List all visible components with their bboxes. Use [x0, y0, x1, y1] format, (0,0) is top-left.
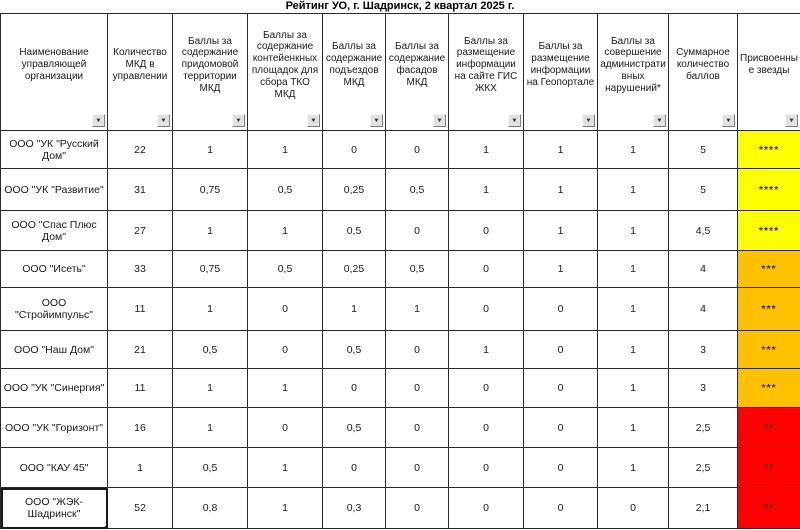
org-name-cell[interactable]: ООО "Стройимпульс" [1, 288, 108, 331]
org-name-cell[interactable]: ООО "ЖЭК-Шадринск" [1, 488, 108, 529]
column-header-7[interactable] [449, 14, 524, 131]
score-cell[interactable]: 0 [323, 369, 386, 408]
score-cell[interactable]: 1 [598, 448, 669, 488]
table-row [1, 211, 800, 251]
score-cell[interactable]: 0 [524, 369, 598, 408]
score-cell[interactable]: 0 [386, 331, 449, 369]
stars-cell[interactable]: ** [738, 488, 800, 529]
score-cell[interactable]: 1 [248, 369, 323, 408]
filter-button[interactable] [582, 114, 595, 127]
score-cell[interactable]: 0,3 [323, 488, 386, 529]
score-cell[interactable]: 2,1 [669, 488, 738, 529]
score-cell[interactable]: 0,5 [386, 251, 449, 288]
score-cell[interactable]: 4 [669, 251, 738, 288]
score-cell[interactable]: 1 [524, 169, 598, 211]
score-cell[interactable]: 1 [598, 369, 669, 408]
score-cell[interactable]: 1 [248, 488, 323, 529]
score-cell[interactable]: 5 [669, 169, 738, 211]
score-cell[interactable]: 3 [669, 369, 738, 408]
score-cell[interactable]: 3 [669, 331, 738, 369]
score-cell[interactable]: 22 [108, 131, 173, 169]
score-cell[interactable]: 0 [449, 251, 524, 288]
table-header [1, 14, 800, 131]
score-cell[interactable]: 4,5 [669, 211, 738, 251]
column-header-3[interactable] [173, 14, 248, 131]
score-cell[interactable]: 0 [524, 288, 598, 331]
score-cell[interactable]: 2,5 [669, 448, 738, 488]
score-cell[interactable]: 0,25 [323, 251, 386, 288]
score-cell[interactable]: 1 [386, 288, 449, 331]
header-row [1, 14, 800, 131]
filter-button[interactable] [157, 114, 170, 127]
score-cell[interactable]: 52 [108, 488, 173, 529]
column-header-label: Баллы за размещение информации на Геопортале [526, 41, 595, 88]
column-header-label: Наименование управляющей организации [19, 47, 89, 82]
score-cell[interactable]: 1 [173, 408, 248, 448]
score-cell[interactable]: 0,5 [323, 408, 386, 448]
score-cell[interactable]: 1 [598, 169, 669, 211]
table-row [1, 408, 800, 448]
score-cell[interactable]: 4 [669, 288, 738, 331]
stars-cell[interactable]: ** [738, 408, 800, 448]
score-cell[interactable]: 0,5 [323, 331, 386, 369]
score-cell[interactable]: 1 [598, 211, 669, 251]
filter-button[interactable] [653, 114, 666, 127]
score-cell[interactable]: 0,5 [173, 331, 248, 369]
score-cell[interactable]: 0 [248, 408, 323, 448]
score-cell[interactable]: 0 [449, 488, 524, 529]
chevron-down-icon: ▼ [656, 117, 663, 124]
score-cell[interactable]: 1 [598, 251, 669, 288]
table-row [1, 169, 800, 211]
stars-cell[interactable]: *** [738, 331, 800, 369]
chevron-down-icon: ▼ [725, 117, 732, 124]
table-title: Рейтинг УО, г. Шадринск, 2 квартал 2025 г. [285, 0, 515, 12]
score-cell[interactable]: 0 [386, 369, 449, 408]
score-cell[interactable]: 1 [173, 211, 248, 251]
score-cell[interactable]: 0,25 [323, 169, 386, 211]
column-header-6[interactable] [386, 14, 449, 131]
score-cell[interactable]: 0,5 [386, 169, 449, 211]
score-cell[interactable]: 0,75 [173, 251, 248, 288]
column-header-label: Количество МКД в управлении [112, 47, 168, 82]
score-cell[interactable]: 1 [248, 211, 323, 251]
score-cell[interactable]: 0 [449, 448, 524, 488]
filter-button[interactable] [92, 114, 105, 127]
column-header-2[interactable] [108, 14, 173, 131]
score-cell[interactable]: 27 [108, 211, 173, 251]
score-cell[interactable]: 0 [386, 211, 449, 251]
chevron-down-icon: ▼ [511, 117, 518, 124]
score-cell[interactable]: 1 [598, 331, 669, 369]
score-cell[interactable]: 0 [386, 131, 449, 169]
score-cell[interactable]: 0 [386, 488, 449, 529]
filter-button[interactable] [508, 114, 521, 127]
score-cell[interactable]: 0 [524, 448, 598, 488]
score-cell[interactable]: 0 [598, 488, 669, 529]
score-cell[interactable]: 0 [449, 211, 524, 251]
chevron-down-icon: ▼ [436, 117, 443, 124]
score-cell[interactable]: 1 [524, 211, 598, 251]
score-cell[interactable]: 0 [323, 448, 386, 488]
column-header-label: Баллы за размещение информации на сайте ГИС ЖКХ [454, 35, 518, 94]
org-name-cell[interactable]: ООО "УК "Русский Дом" [1, 131, 108, 169]
score-cell[interactable]: 21 [108, 331, 173, 369]
column-header-5[interactable] [323, 14, 386, 131]
stars-cell[interactable]: **** [738, 211, 800, 251]
stars-cell[interactable]: *** [738, 369, 800, 408]
score-cell[interactable]: 0 [449, 369, 524, 408]
score-cell[interactable]: 1 [449, 331, 524, 369]
stars-cell[interactable]: **** [738, 169, 800, 211]
score-cell[interactable]: 1 [108, 448, 173, 488]
fill-handle[interactable] [105, 526, 108, 529]
column-header-label: Баллы за содержание подъездов МКД [325, 41, 383, 88]
score-cell[interactable]: 0 [248, 331, 323, 369]
score-cell[interactable]: 1 [598, 288, 669, 331]
table-body [1, 131, 800, 529]
org-name-cell[interactable]: ООО "УК "Синергия" [1, 369, 108, 408]
stars-cell[interactable]: *** [738, 251, 800, 288]
score-cell[interactable]: 33 [108, 251, 173, 288]
stars-cell[interactable]: *** [738, 288, 800, 331]
score-cell[interactable]: 1 [173, 288, 248, 331]
column-header-label: Баллы за совершение административных нарушений* [600, 35, 666, 94]
score-cell[interactable]: 1 [598, 408, 669, 448]
filter-button[interactable] [370, 114, 383, 127]
column-header-4[interactable] [248, 14, 323, 131]
score-cell[interactable]: 0 [524, 488, 598, 529]
score-cell[interactable]: 0,5 [173, 448, 248, 488]
chevron-down-icon: ▼ [585, 117, 592, 124]
score-cell[interactable]: 5 [669, 131, 738, 169]
org-name-cell[interactable]: ООО "Исеть" [1, 251, 108, 288]
table-row [1, 448, 800, 488]
column-header-label: Суммарное количество баллов [676, 47, 730, 82]
score-cell[interactable]: 31 [108, 169, 173, 211]
score-cell[interactable]: 0 [524, 408, 598, 448]
filter-button[interactable] [785, 114, 798, 127]
chevron-down-icon: ▼ [235, 117, 242, 124]
org-name-cell[interactable]: ООО "УК "Горизонт" [1, 408, 108, 448]
score-cell[interactable]: 2,5 [669, 408, 738, 448]
score-cell[interactable]: 0 [323, 131, 386, 169]
table-row [1, 331, 800, 369]
column-header-9[interactable] [598, 14, 669, 131]
stars-cell[interactable]: ** [738, 448, 800, 488]
score-cell[interactable]: 0,75 [173, 169, 248, 211]
filter-button[interactable] [433, 114, 446, 127]
org-name-cell[interactable]: ООО "УК "Развитие" [1, 169, 108, 211]
score-cell[interactable]: 0 [524, 331, 598, 369]
score-cell[interactable]: 0 [386, 448, 449, 488]
filter-button[interactable] [307, 114, 320, 127]
rating-table [0, 13, 800, 529]
score-cell[interactable]: 1 [524, 251, 598, 288]
score-cell[interactable]: 1 [524, 131, 598, 169]
chevron-down-icon: ▼ [788, 117, 795, 124]
score-cell[interactable]: 1 [598, 131, 669, 169]
column-header-11[interactable] [738, 14, 800, 131]
chevron-down-icon: ▼ [373, 117, 380, 124]
score-cell[interactable]: 0 [386, 408, 449, 448]
table-row [1, 369, 800, 408]
score-cell[interactable]: 1 [449, 131, 524, 169]
stars-cell[interactable]: **** [738, 131, 800, 169]
table-row [1, 488, 800, 529]
table-row [1, 251, 800, 288]
score-cell[interactable]: 1 [323, 288, 386, 331]
column-header-8[interactable] [524, 14, 598, 131]
score-cell[interactable]: 0 [248, 288, 323, 331]
score-cell[interactable]: 16 [108, 408, 173, 448]
org-name-cell[interactable]: ООО "Наш Дом" [1, 331, 108, 369]
chevron-down-icon: ▼ [310, 117, 317, 124]
table-row [1, 288, 800, 331]
column-header-1[interactable] [1, 14, 108, 131]
chevron-down-icon: ▼ [95, 117, 102, 124]
score-cell[interactable]: 0,5 [248, 169, 323, 211]
filter-button[interactable] [722, 114, 735, 127]
filter-button[interactable] [232, 114, 245, 127]
score-cell[interactable]: 1 [248, 131, 323, 169]
score-cell[interactable]: 1 [173, 369, 248, 408]
org-name-cell[interactable]: ООО "КАУ 45" [1, 448, 108, 488]
column-header-10[interactable] [669, 14, 738, 131]
score-cell[interactable]: 0 [449, 288, 524, 331]
table-row [1, 131, 800, 169]
column-header-label: Баллы за содержание контейенкных площадок для сбора ТКО МКД [251, 29, 319, 100]
score-cell[interactable]: 0,8 [173, 488, 248, 529]
score-cell[interactable]: 11 [108, 288, 173, 331]
score-cell[interactable]: 0,5 [248, 251, 323, 288]
chevron-down-icon: ▼ [160, 117, 167, 124]
column-header-label: Баллы за содержание придомовой территории МКД [181, 35, 239, 94]
column-header-label: Баллы за содержание фасадов МКД [388, 41, 446, 88]
column-header-label: Присвоенные звезды [740, 53, 798, 76]
score-cell[interactable]: 0 [449, 408, 524, 448]
score-cell[interactable]: 1 [449, 169, 524, 211]
score-cell[interactable]: 0,5 [323, 211, 386, 251]
score-cell[interactable]: 11 [108, 369, 173, 408]
score-cell[interactable]: 1 [248, 448, 323, 488]
org-name-cell[interactable]: ООО "Спас Плюс Дом" [1, 211, 108, 251]
score-cell[interactable]: 1 [173, 131, 248, 169]
